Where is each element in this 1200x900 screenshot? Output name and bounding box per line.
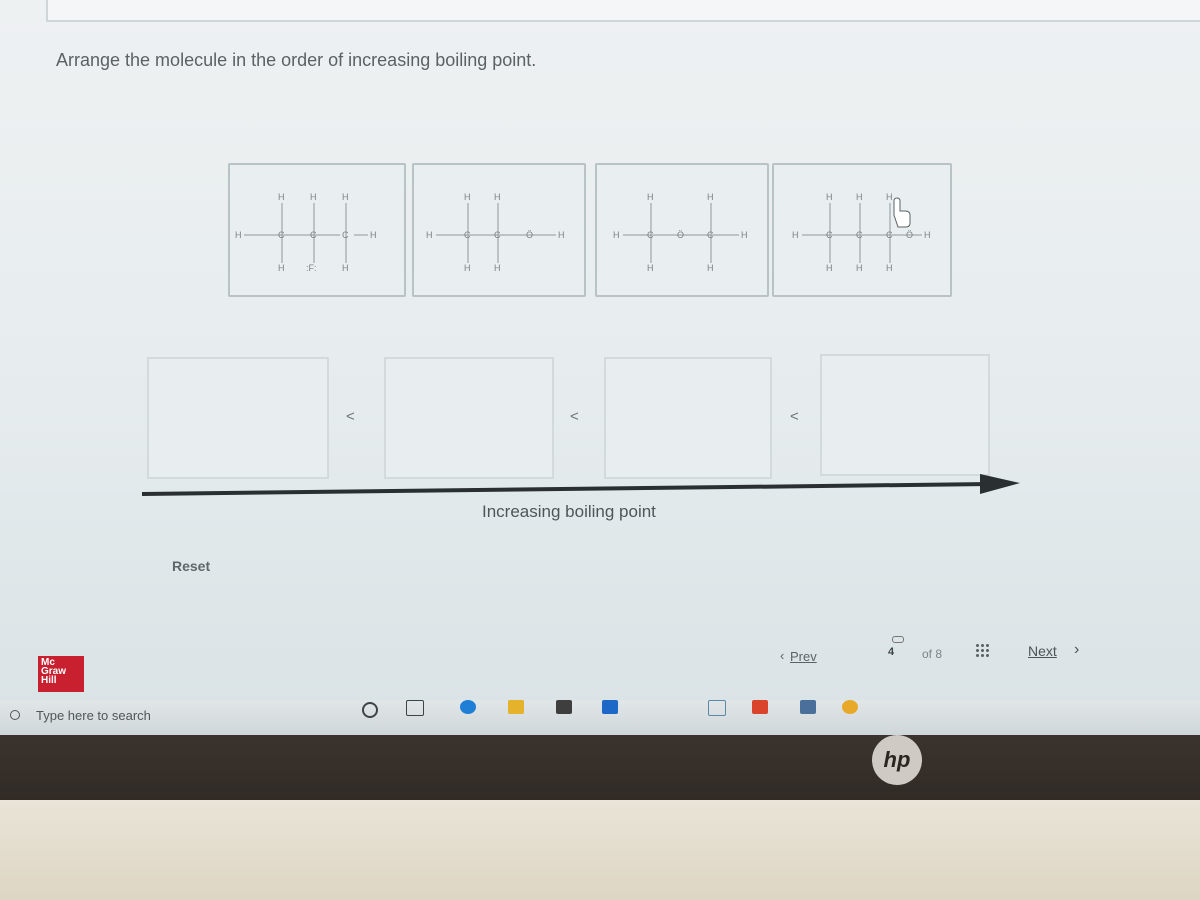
atom-label: H (886, 263, 893, 273)
less-than-sign: < (790, 408, 799, 425)
atom-label: H (494, 263, 501, 273)
atom-label: C (647, 230, 654, 240)
atom-label: Ö (526, 230, 534, 240)
app-icon[interactable] (708, 700, 726, 716)
current-page[interactable]: 4 (888, 646, 895, 658)
atom-label: H (494, 192, 501, 202)
atom-label: C (856, 230, 863, 240)
atom-label: H (707, 192, 714, 202)
atom-label: C (310, 230, 317, 240)
keyboard-edge (0, 800, 1200, 900)
atom-label: H (856, 263, 863, 273)
atom-label: H (647, 263, 654, 273)
molecule-structure-2 (414, 165, 584, 295)
atom-label: H (558, 230, 565, 240)
prev-button[interactable]: Prev (790, 649, 817, 664)
atom-label: H (370, 230, 377, 240)
molecule-card-1[interactable] (228, 163, 406, 297)
atom-label: C (826, 230, 833, 240)
atom-label: H (741, 230, 748, 240)
page-total: of 8 (922, 647, 943, 661)
store-icon[interactable] (556, 700, 572, 714)
link-icon (892, 636, 904, 643)
less-than-sign: < (346, 408, 355, 425)
chevron-right-icon[interactable]: › (1074, 641, 1080, 658)
chrome-icon[interactable] (842, 700, 858, 714)
atom-label: H (856, 192, 863, 202)
task-view-icon[interactable] (406, 700, 424, 716)
atom-label: H (826, 263, 833, 273)
atom-label: H (278, 263, 285, 273)
atom-label: H (647, 192, 654, 202)
hand-cursor-icon (894, 198, 910, 227)
atom-label: C (707, 230, 714, 240)
atom-label: C (342, 230, 349, 240)
atom-label: H (613, 230, 620, 240)
molecule-structure-3 (597, 165, 767, 295)
taskbar-search[interactable]: Type here to search (36, 708, 151, 723)
less-than-sign: < (570, 408, 579, 425)
atom-label: H (886, 192, 893, 202)
atom-label: Ö (906, 230, 914, 240)
atom-label: H (342, 263, 349, 273)
atom-label: H (235, 230, 242, 240)
mcgraw-hill-logo: Mc Graw Hill (38, 656, 84, 692)
ranking-slot-2[interactable] (384, 357, 554, 479)
ranking-slot-3[interactable] (604, 357, 772, 479)
grid-icon[interactable] (975, 643, 989, 657)
atom-label: H (826, 192, 833, 202)
mail-icon[interactable] (602, 700, 618, 714)
atom-label: H (464, 192, 471, 202)
reset-button[interactable]: Reset (172, 558, 211, 574)
atom-label: H (310, 192, 317, 202)
ranking-slot-4[interactable] (820, 354, 990, 476)
office-icon[interactable] (752, 700, 768, 714)
edge-icon[interactable] (460, 700, 476, 714)
previous-frame-edge (46, 0, 1200, 22)
app-icon[interactable] (800, 700, 816, 714)
molecule-card-3[interactable] (595, 163, 769, 297)
search-icon (10, 710, 20, 720)
hp-logo: hp (872, 735, 922, 785)
atom-label: C (464, 230, 471, 240)
next-button[interactable]: Next (1028, 643, 1057, 659)
ranking-slot-1[interactable] (147, 357, 329, 479)
atom-label: H (792, 230, 799, 240)
file-explorer-icon[interactable] (508, 700, 524, 714)
atom-label: H (278, 192, 285, 202)
atom-label: C (886, 230, 893, 240)
taskbar (0, 700, 1200, 735)
atom-label: C (494, 230, 501, 240)
axis-label: Increasing boiling point (482, 502, 656, 521)
question-prompt: Arrange the molecule in the order of increasing boiling point. (56, 50, 537, 70)
atom-label: H (464, 263, 471, 273)
atom-label: H (707, 263, 714, 273)
atom-label: H (426, 230, 433, 240)
molecule-structure-1 (230, 165, 404, 295)
atom-label: C (278, 230, 285, 240)
molecule-card-2[interactable] (412, 163, 586, 297)
atom-label: Ö (677, 230, 685, 240)
molecule-card-4[interactable] (772, 163, 952, 297)
cortana-icon[interactable] (362, 702, 378, 718)
atom-label: H (342, 192, 349, 202)
atom-label: H (924, 230, 931, 240)
atom-label: :F: (306, 263, 317, 273)
molecule-structure-4 (774, 165, 950, 295)
chevron-left-icon[interactable]: ‹ (780, 648, 785, 663)
